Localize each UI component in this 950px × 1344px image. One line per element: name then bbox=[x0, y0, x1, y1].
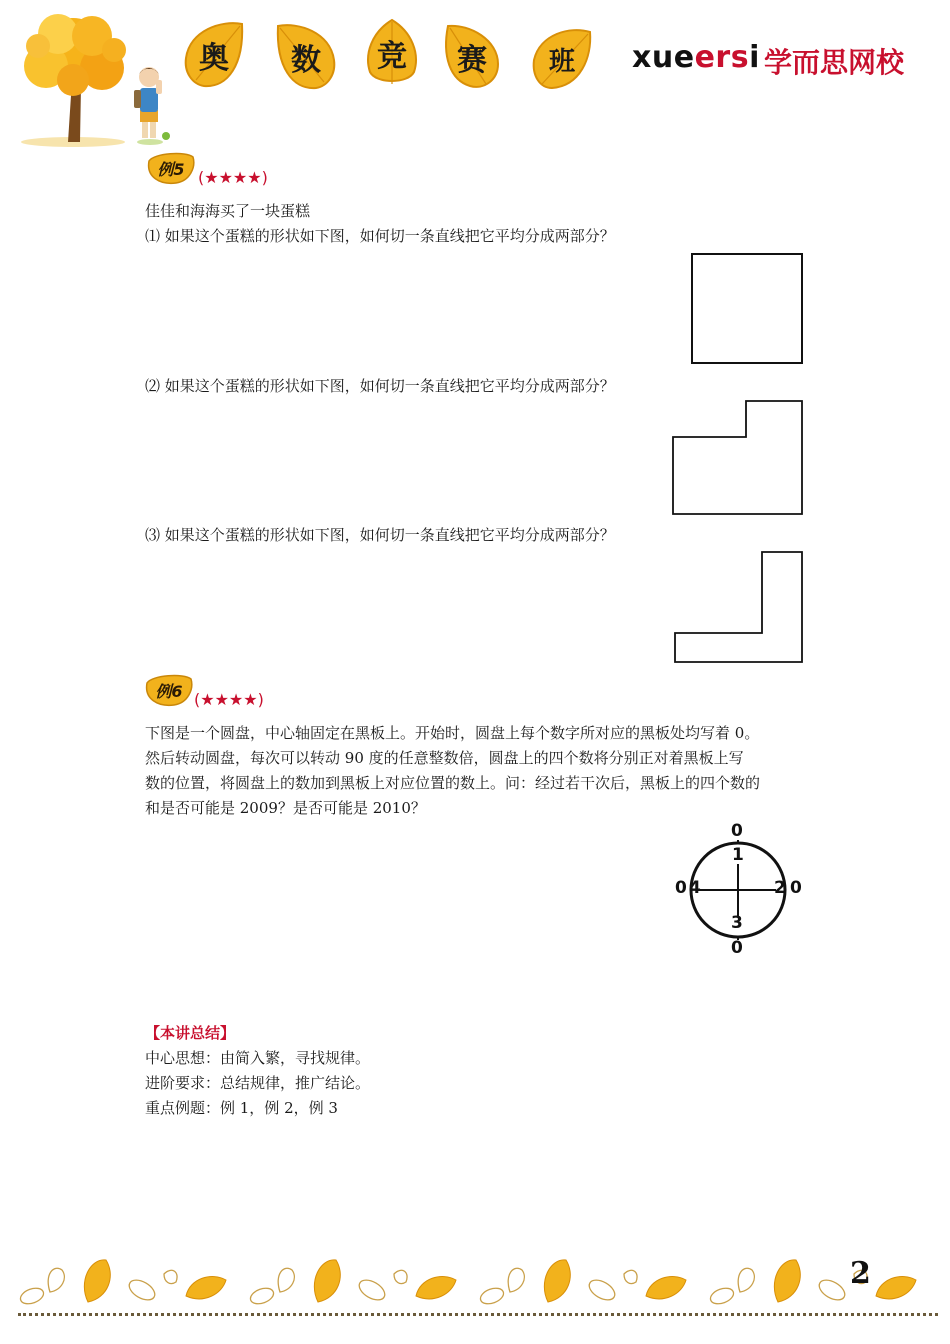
disc-number-bottom: 3 bbox=[731, 913, 743, 933]
cake-step-shape-figure bbox=[668, 396, 808, 520]
example5-question-3: ⑶ 如果这个蛋糕的形状如下图，如何切一条直线把它平均分成两部分？ bbox=[145, 526, 615, 544]
summary-title: 【本讲总结】 bbox=[145, 1024, 236, 1042]
example6-problem-text bbox=[145, 721, 810, 821]
page-number: 2 bbox=[850, 1256, 871, 1291]
example5-question-1: ⑴ 如果这个蛋糕的形状如下图，如何切一条直线把它平均分成两部分？ bbox=[145, 227, 615, 245]
title-char-4: 赛 bbox=[457, 43, 487, 78]
summary-line-3: 重点例题：例 1，例 2，例 3 bbox=[145, 1099, 338, 1117]
example5-badge-label: 例5 bbox=[157, 159, 185, 179]
cake-square-figure bbox=[688, 250, 808, 368]
board-number-top: 0 bbox=[731, 821, 743, 841]
example6-difficulty-stars: (★★★★) bbox=[194, 690, 264, 709]
title-leaf-1 bbox=[182, 20, 246, 90]
title-char-1: 奥 bbox=[199, 41, 229, 76]
example5-badge bbox=[146, 151, 196, 185]
example6-line-1: 下图是一个圆盘，中心轴固定在黑板上。开始时，圆盘上每个数字所对应的黑板处均写着 0。 bbox=[145, 724, 760, 742]
footer-leaf-border bbox=[14, 1252, 938, 1310]
title-leaf-4 bbox=[440, 22, 504, 92]
example5-difficulty-stars: (★★★★) bbox=[198, 168, 268, 187]
boy-illustration bbox=[130, 60, 172, 146]
example5-intro: 佳佳和海海买了一块蛋糕 bbox=[145, 202, 311, 220]
summary-line-2: 进阶要求：总结规律，推广结论。 bbox=[145, 1074, 371, 1092]
board-number-right: 0 bbox=[790, 878, 802, 898]
example6-badge bbox=[144, 673, 194, 707]
example6-line-2: 然后转动圆盘，每次可以转动 90 度的任意整数倍，圆盘上的四个数将分别正对着黑板上写 bbox=[145, 749, 744, 767]
example6-line-3: 数的位置，将圆盘上的数加到黑板上对应位置的数上。问：经过若干次后，黑板上的四个数的 bbox=[145, 774, 761, 792]
footer-dotted-line bbox=[18, 1313, 938, 1316]
board-number-left: 0 bbox=[675, 878, 687, 898]
disc-number-right: 2 bbox=[774, 878, 786, 898]
board-number-bottom: 0 bbox=[731, 938, 743, 958]
brand-logo-english: xueersi bbox=[632, 40, 760, 75]
disc-number-left: 4 bbox=[689, 878, 701, 898]
disc-number-top: 1 bbox=[732, 845, 744, 865]
example6-badge-label: 例6 bbox=[155, 681, 183, 701]
title-leaf-3 bbox=[360, 18, 424, 88]
autumn-tree-illustration bbox=[18, 10, 133, 150]
title-char-5: 班 bbox=[548, 46, 575, 77]
title-leaf-2 bbox=[274, 22, 338, 92]
brand-logo-chinese: 学而思网校 bbox=[764, 46, 905, 79]
cake-l-shape-figure bbox=[670, 546, 810, 668]
summary-line-1: 中心思想：由简入繁，寻找规律。 bbox=[145, 1049, 371, 1067]
title-char-2: 数 bbox=[291, 43, 321, 78]
example6-line-4: 和是否可能是 2009？是否可能是 2010？ bbox=[145, 799, 426, 817]
example5-question-2: ⑵ 如果这个蛋糕的形状如下图，如何切一条直线把它平均分成两部分？ bbox=[145, 377, 615, 395]
title-leaf-5 bbox=[530, 24, 594, 94]
title-char-3: 竞 bbox=[377, 39, 407, 74]
